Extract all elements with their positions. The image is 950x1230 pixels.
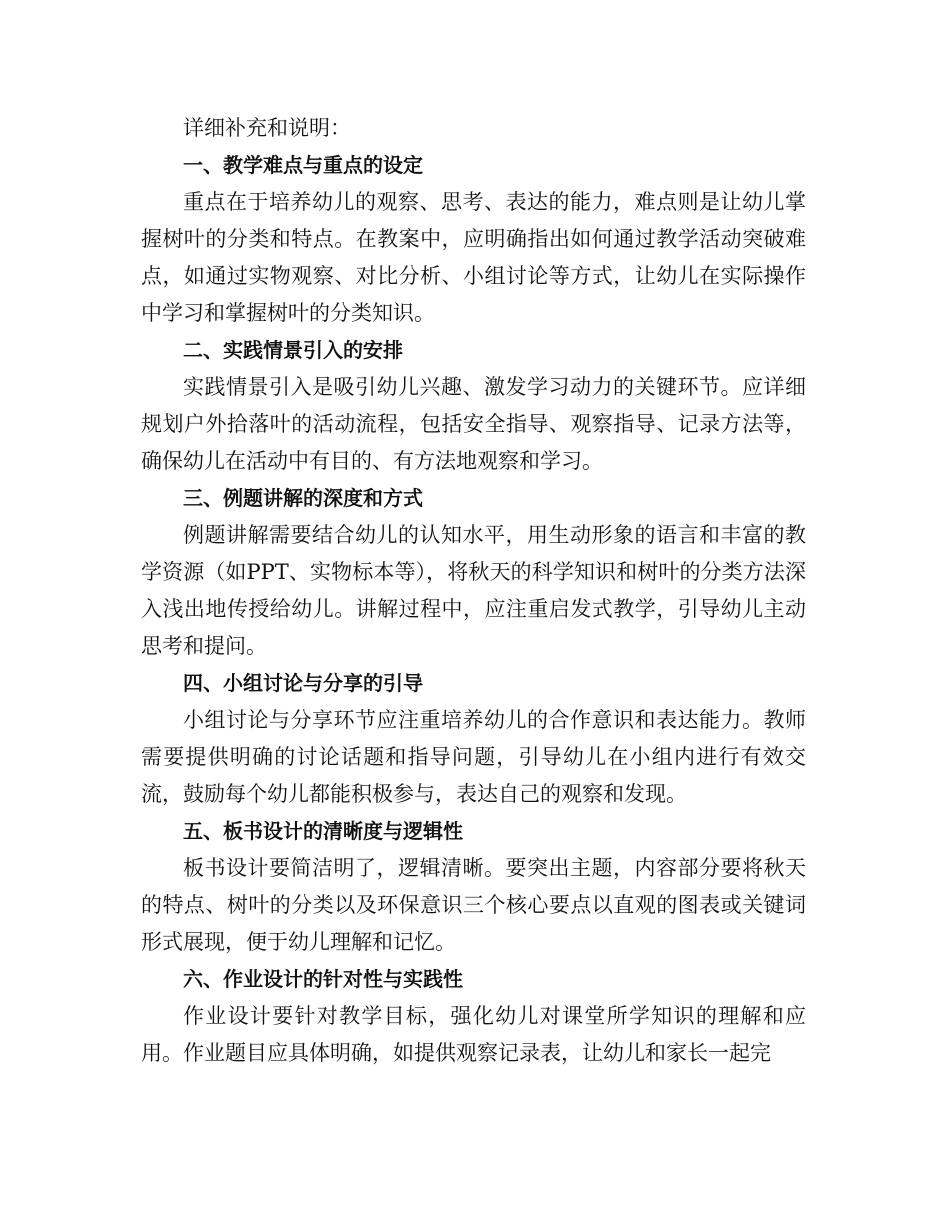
section-paragraph-6: 作业设计要针对教学目标，强化幼儿对课堂所学知识的理解和应用。作业题目应具体明确，如提供观察记录表，让幼儿和家长一起完 <box>141 1004 806 1065</box>
section-paragraph-5: 板书设计要简洁明了，逻辑清晰。要突出主题，内容部分要将秋天的特点、树叶的分类以及环保意识三个核心要点以直观的图表或关键词形式展现，便于幼儿理解和记忆。 <box>141 856 806 954</box>
section-heading-5: 五、板书设计的清晰度与逻辑性 <box>183 819 463 843</box>
section-paragraph-1: 重点在于培养幼儿的观察、思考、表达的能力，难点则是让幼儿掌握树叶的分类和特点。在教案中，应明确指出如何通过教学活动突破难点，如通过实物观察、对比分析、小组讨论等方式，让幼儿在实际操作中学习和掌握树叶的分类知识。 <box>141 190 806 325</box>
document-body <box>141 110 806 1072</box>
section-heading-2: 二、实践情景引入的安排 <box>183 338 403 362</box>
section-heading-6: 六、作业设计的针对性与实践性 <box>183 967 463 991</box>
section-heading-4: 四、小组讨论与分享的引导 <box>183 671 423 695</box>
section-paragraph-3: 例题讲解需要结合幼儿的认知水平，用生动形象的语言和丰富的教学资源（如PPT、实物标本等），将秋天的科学知识和树叶的分类方法深入浅出地传授给幼儿。讲解过程中，应注重启发式教学，引导幼儿主动思考和提问。 <box>141 523 806 658</box>
section-paragraph-4: 小组讨论与分享环节应注重培养幼儿的合作意识和表达能力。教师需要提供明确的讨论话题和指导问题，引导幼儿在小组内进行有效交流，鼓励每个幼儿都能积极参与，表达自己的观察和发现。 <box>141 708 806 806</box>
intro-text: 详细补充和说明： <box>183 116 351 140</box>
section-heading-3: 三、例题讲解的深度和方式 <box>183 486 423 510</box>
section-paragraph-2: 实践情景引入是吸引幼儿兴趣、激发学习动力的关键环节。应详细规划户外拾落叶的活动流程，包括安全指导、观察指导、记录方法等，确保幼儿在活动中有目的、有方法地观察和学习。 <box>141 375 806 473</box>
section-heading-1: 一、教学难点与重点的设定 <box>183 153 423 177</box>
